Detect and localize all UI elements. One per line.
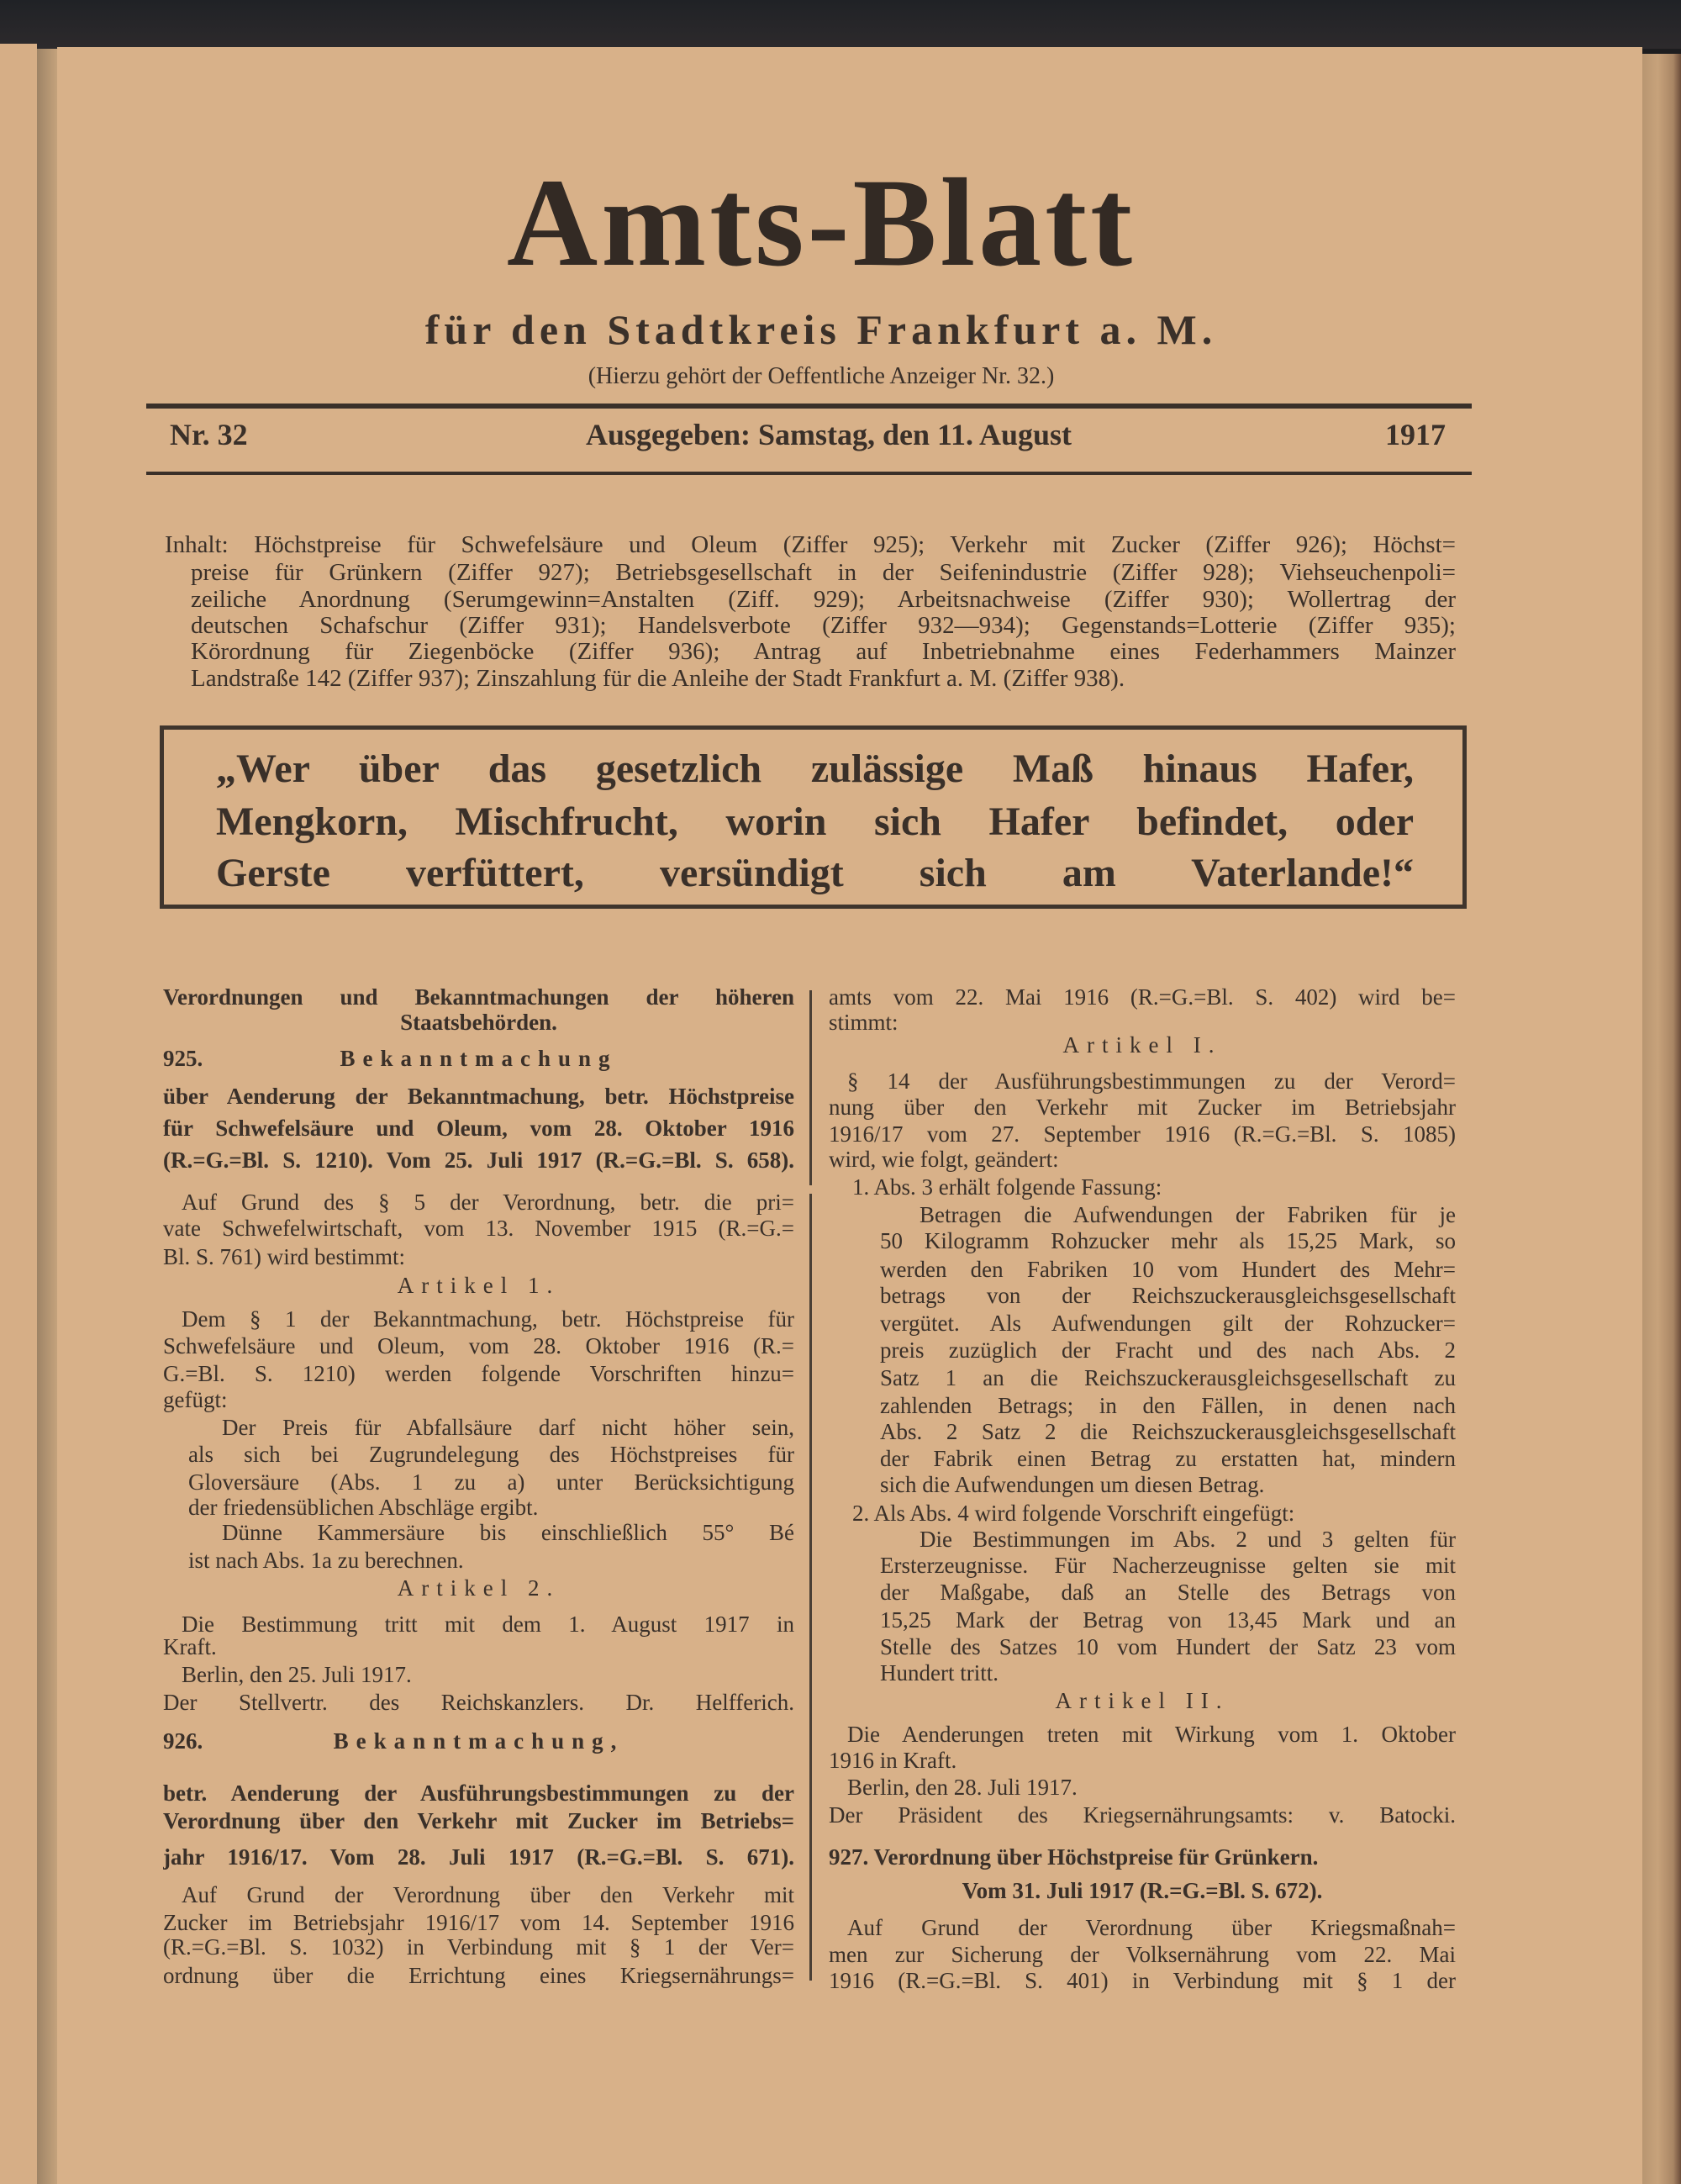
contents-line: Inhalt: Höchstpreise für Schwefelsäure und Oleum (Ziffer 925); Verkehr mit Zucker (Ziffer 926); Höchst= <box>165 531 1456 558</box>
text-line: Staatsbehörden. <box>400 1010 557 1035</box>
text-line: für Schwefelsäure und Oleum, vom 28. Oktober 1916 <box>163 1116 794 1141</box>
text-line: Zucker im Betriebsjahr 1916/17 vom 14. September 1916 <box>163 1910 794 1935</box>
text-line: jahr 1916/17. Vom 28. Juli 1917 (R.=G.=Bl. S. 671). <box>163 1844 794 1870</box>
issue-number: Nr. 32 <box>170 418 248 451</box>
masthead-note: (Hierzu gehört der Oeffentliche Anzeiger Nr. 32.) <box>588 363 1055 389</box>
text-line: betr. Aenderung der Ausführungsbestimmungen zu der <box>163 1780 794 1806</box>
text-line: Stelle des Satzes 10 vom Hundert der Satz 23 vom <box>880 1634 1456 1659</box>
text-line: amts vom 22. Mai 1916 (R.=G.=Bl. S. 402) wird be= <box>829 984 1456 1010</box>
text-line: wird, wie folgt, geändert: <box>829 1147 1059 1172</box>
text-line: ist nach Abs. 1a zu berechnen. <box>188 1548 464 1573</box>
column-divider <box>809 1194 812 1981</box>
text-line: (R.=G.=Bl. S. 1210). Vom 25. Juli 1917 (R.=G.=Bl. S. 658). <box>163 1147 794 1173</box>
text-line: Betragen die Aufwendungen der Fabriken für je <box>920 1202 1456 1227</box>
text-line: 1916/17 vom 27. September 1916 (R.=G.=Bl. S. 1085) <box>829 1121 1456 1147</box>
header-rule-bottom <box>146 472 1472 475</box>
text-line: Auf Grund des § 5 der Verordnung, betr. die pri= <box>182 1190 794 1215</box>
issue-year: 1917 <box>1385 418 1446 451</box>
text-line: der Fabrik einen Betrag zu erstatten hat, mindern <box>880 1446 1456 1471</box>
section-heading <box>163 1726 794 1756</box>
text-line: § 14 der Ausführungsbestimmungen zu der Verord= <box>847 1068 1456 1094</box>
contents-line: preise für Grünkern (Ziffer 927); Betriebsgesellschaft in der Seifenindustrie (Ziffer 928); Viehseuchenpoli= <box>191 559 1456 586</box>
text-line: 50 Kilogramm Rohzucker mehr als 15,25 Mark, so <box>880 1228 1456 1253</box>
section-title: Bekanntmachung, <box>333 1728 624 1754</box>
text-line: Vom 31. Juli 1917 (R.=G.=Bl. S. 672). <box>962 1878 1323 1903</box>
text-line: Dem § 1 der Bekanntmachung, betr. Höchstpreise für <box>182 1306 794 1332</box>
text-line: sich die Aufwendungen um diesen Betrag. <box>880 1472 1265 1497</box>
section-title: Bekanntmachung <box>340 1046 618 1071</box>
text-line: Verordnung über den Verkehr mit Zucker im Betriebs= <box>163 1808 794 1833</box>
slogan-line: Gerste verfüttert, versündigt sich am Vaterlande!“ <box>216 851 1414 895</box>
text-line: Artikel 2. <box>397 1575 561 1601</box>
text-line: zahlenden Betrags; in den Fällen, in denen nach <box>880 1393 1456 1418</box>
text-line: Die Aenderungen treten mit Wirkung vom 1. Oktober <box>847 1722 1456 1747</box>
text-line: Artikel II. <box>1055 1688 1230 1713</box>
text-line: 2. Als Abs. 4 wird folgende Vorschrift eingefügt: <box>852 1501 1295 1526</box>
text-line: Bl. S. 761) wird bestimmt: <box>163 1244 406 1269</box>
text-line: über Aenderung der Bekanntmachung, betr. Höchstpreise <box>163 1084 794 1109</box>
text-line: Artikel 1. <box>397 1273 561 1298</box>
text-line: vergütet. Als Aufwendungen gilt der Rohzucker= <box>880 1311 1456 1336</box>
contents-line: Körordnung für Ziegenböcke (Ziffer 936); Antrag auf Inbetriebnahme eines Federhammers Mainzer <box>191 638 1456 665</box>
text-line: nung über den Verkehr mit Zucker im Betriebsjahr <box>829 1095 1456 1120</box>
text-line: Berlin, den 28. Juli 1917. <box>847 1775 1078 1800</box>
text-line: men zur Sicherung der Volksernährung vom 22. Mai <box>829 1942 1456 1967</box>
contents-line: zeiliche Anordnung (Serumgewinn=Anstalten (Ziff. 929); Arbeitsnachweise (Ziffer 930); Wollertrag der <box>191 586 1456 613</box>
section-number: 925. <box>163 1046 203 1071</box>
text-line: Die Bestimmung tritt mit dem 1. August 1917 in <box>182 1612 794 1637</box>
contents-line: deutschen Schafschur (Ziffer 931); Handelsverbote (Ziffer 932—934); Gegenstands=Lotterie (Ziffer 935); <box>191 612 1456 639</box>
text-line: stimmt: <box>829 1010 898 1035</box>
text-line: Der Präsident des Kriegsernährungsamts: v. Batocki. <box>829 1802 1456 1828</box>
text-line: Die Bestimmungen im Abs. 2 und 3 gelten für <box>920 1527 1456 1552</box>
slogan-line: Mengkorn, Mischfrucht, worin sich Hafer befindet, oder <box>216 799 1414 844</box>
text-line: Berlin, den 25. Juli 1917. <box>182 1662 412 1687</box>
text-line: Abs. 2 Satz 2 die Reichszuckerausgleichsgesellschaft <box>880 1419 1456 1444</box>
text-line: Artikel I. <box>1062 1032 1222 1058</box>
text-line: betrags von der Reichszuckerausgleichsgesellschaft <box>880 1283 1456 1308</box>
text-line: ordnung über die Errichtung eines Kriegsernährungs= <box>163 1963 794 1988</box>
text-line: vate Schwefelwirtschaft, vom 13. November 1915 (R.=G.= <box>163 1216 794 1241</box>
page-stack-edge <box>1642 54 1681 2184</box>
masthead-subtitle: für den Stadtkreis Frankfurt a. M. <box>424 306 1218 353</box>
text-line: Auf Grund der Verordnung über Kriegsmaßnah= <box>847 1915 1456 1940</box>
text-line: Auf Grund der Verordnung über den Verkehr mit <box>182 1882 794 1907</box>
text-line: gefügt: <box>163 1387 228 1412</box>
text-line: der Maßgabe, daß an Stelle des Betrags von <box>880 1580 1456 1605</box>
text-line: (R.=G.=Bl. S. 1032) in Verbindung mit § 1 der Ver= <box>163 1934 794 1960</box>
text-line: Hundert tritt. <box>880 1660 999 1685</box>
masthead-title: Amts-Blatt <box>506 153 1136 293</box>
text-line: Der Preis für Abfallsäure darf nicht höher sein, <box>222 1415 794 1440</box>
slogan-line: „Wer über das gesetzlich zulässige Maß hinaus Hafer, <box>216 746 1414 791</box>
text-line: Ersterzeugnisse. Für Nacherzeugnisse gelten sie mit <box>880 1553 1456 1578</box>
text-line: Gloversäure (Abs. 1 zu a) unter Berücksichtigung <box>188 1469 794 1495</box>
text-line: G.=Bl. S. 1210) werden folgende Vorschriften hinzu= <box>163 1361 794 1386</box>
text-line: Schwefelsäure und Oleum, vom 28. Oktober 1916 (R.= <box>163 1333 794 1358</box>
text-line: preis zuzüglich der Fracht und des nach Abs. 2 <box>880 1337 1456 1363</box>
text-line: 1916 (R.=G.=Bl. S. 401) in Verbindung mit § 1 der <box>829 1968 1456 1993</box>
text-line: Verordnungen und Bekanntmachungen der höheren <box>163 984 794 1010</box>
text-line: 1916 in Kraft. <box>829 1748 957 1773</box>
section-number: 926. <box>163 1728 203 1754</box>
column-divider <box>809 990 812 1185</box>
text-line: Der Stellvertr. des Reichskanzlers. Dr. Helfferich. <box>163 1690 794 1715</box>
issue-date: Ausgegeben: Samstag, den 11. August <box>585 418 1072 451</box>
text-line: werden den Fabriken 10 vom Hundert des Mehr= <box>880 1257 1456 1282</box>
text-line: 1. Abs. 3 erhält folgende Fassung: <box>852 1174 1162 1200</box>
text-line: 927. Verordnung über Höchstpreise für Grünkern. <box>829 1844 1319 1870</box>
text-line: als sich bei Zugrundelegung des Höchstpreises für <box>188 1442 794 1467</box>
contents-line: Landstraße 142 (Ziffer 937); Zinszahlung für die Anleihe der Stadt Frankfurt a. M. (Ziffer 938). <box>191 665 1125 692</box>
text-line: Kraft. <box>163 1634 217 1659</box>
section-heading <box>163 1043 794 1074</box>
text-line: Satz 1 an die Reichszuckerausgleichsgesellschaft zu <box>880 1365 1456 1390</box>
text-line: Dünne Kammersäure bis einschließlich 55° Bé <box>222 1520 794 1545</box>
header-rule-top <box>146 404 1472 409</box>
scan-background-top <box>0 0 1681 49</box>
text-line: der friedensüblichen Abschläge ergibt. <box>188 1495 539 1520</box>
text-line: 15,25 Mark der Betrag von 13,45 Mark und an <box>880 1607 1456 1633</box>
